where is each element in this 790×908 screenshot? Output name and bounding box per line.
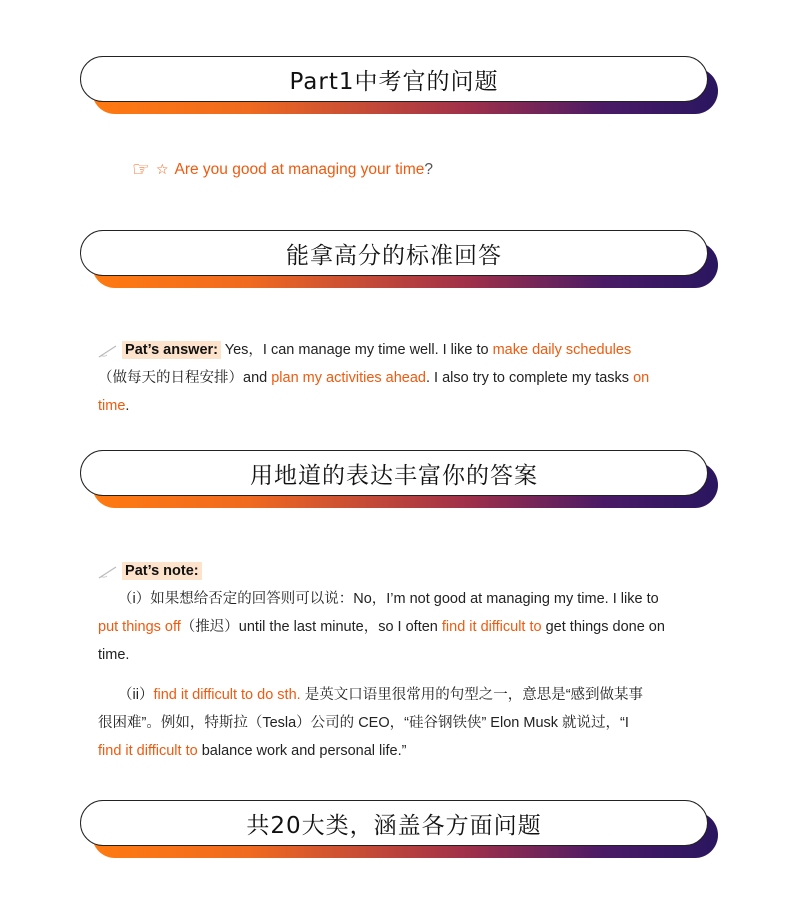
answer-label: Pat’s answer:: [122, 341, 221, 359]
banner-part1: [80, 56, 720, 116]
note-text: （推迟）until the last minute，so I often: [180, 619, 442, 635]
highlight-phrase: time: [98, 398, 126, 414]
question-text: Are you good at managing your time: [174, 160, 425, 178]
banner-title: 共20大类，涵盖各方面问题: [80, 800, 708, 846]
banner-answer: [80, 230, 720, 290]
banner-expressions: [80, 450, 720, 510]
question-row: [132, 157, 433, 182]
pen-icon: [98, 564, 118, 578]
note-text: get things done on: [541, 619, 665, 635]
note-text: （i）如果想给否定的回答则可以说：No，I’m not good at managing my time. I like to: [118, 591, 659, 607]
highlight-phrase: plan my activities ahead: [271, 370, 426, 386]
highlight-phrase: find it difficult to: [98, 743, 198, 759]
answer-text: .: [125, 398, 130, 414]
note-label: Pat’s note:: [122, 562, 202, 580]
banner-title: 能拿高分的标准回答: [80, 230, 708, 276]
pointing-hand-icon: ☞: [132, 159, 150, 181]
answer-text: （做每天的日程安排）and: [98, 370, 272, 386]
highlight-phrase: find it difficult to: [441, 619, 542, 635]
highlight-phrase: on: [633, 370, 650, 386]
note-section: [98, 557, 702, 765]
answer-text: . I also try to complete my tasks: [425, 370, 634, 386]
banner-title: Part1中考官的问题: [80, 56, 708, 102]
note-text: balance work and personal life.”: [197, 743, 407, 759]
note-text: （ii）: [118, 687, 154, 703]
highlight-phrase: put things off: [98, 619, 181, 635]
note-text: time.: [98, 647, 130, 663]
note-text: 很困难”。例如，特斯拉（Tesla）公司的 CEO，“硅谷钢铁侠” Elon Musk 就说过，“I: [98, 715, 629, 731]
highlight-phrase: make daily schedules: [492, 342, 632, 358]
banner-title: 用地道的表达丰富你的答案: [80, 450, 708, 496]
highlight-phrase: find it difficult to do sth.: [153, 687, 301, 703]
pen-icon: [98, 343, 118, 357]
note-text: 是英文口语里很常用的句型之一，意思是“感到做某事: [300, 687, 644, 703]
star-icon: ☆: [155, 161, 169, 177]
answer-text: Yes，I can manage my time well. I like to: [224, 342, 493, 358]
banner-categories: [80, 800, 720, 860]
question-mark: ?: [424, 160, 433, 178]
answer-paragraph: [98, 336, 702, 420]
